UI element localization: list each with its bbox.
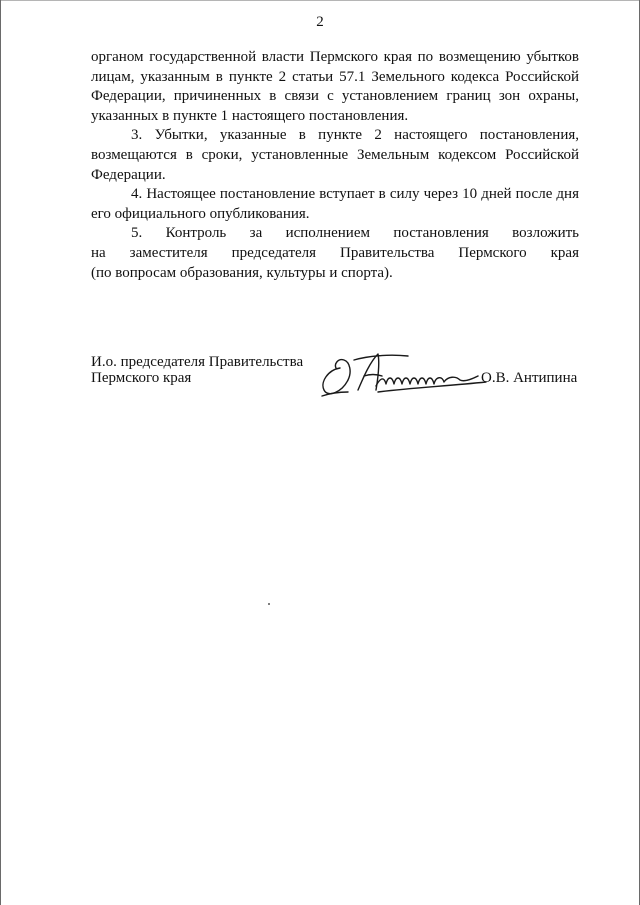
signatory-position-line-1: И.о. председателя Правительства (91, 354, 304, 370)
paragraph-3: 3. Убытки, указанные в пункте 2 настоящего постановления, возмещаются в сроки, установленные Земельным кодексом Российской Федерации. (91, 127, 579, 183)
paragraph-continuation: органом государственной власти Пермского края по возмещению убытков лицам, указанным в пункте 2 статьи 57.1 Земельного кодекса Российской Федерации, причиненных в связи с установлением границ зон охраны, указанных в пункте 1 настоящего постановления. (91, 49, 579, 124)
page-edge-top (0, 0, 640, 1)
paragraph-5-line-3: (по вопросам образования, культуры и спорта). (91, 264, 393, 281)
signatory-name: О.В. Антипина (481, 370, 578, 386)
signatory-position (91, 354, 303, 386)
speck (268, 603, 270, 605)
paragraph-5-line-2: на заместителя председателя Правительства Пермского края (91, 244, 579, 261)
page-edge-left (0, 0, 1, 905)
document-body (91, 48, 579, 283)
page-number: 2 (316, 14, 324, 30)
handwritten-signature (318, 346, 490, 398)
paragraph-4: 4. Настоящее постановление вступает в силу через 10 дней после дня его официального опубликования. (91, 186, 579, 222)
signatory-position-line-2: Пермского края (91, 370, 192, 386)
paragraph-5-line-1: 5. Контроль за исполнением постановления возложить (131, 225, 579, 242)
